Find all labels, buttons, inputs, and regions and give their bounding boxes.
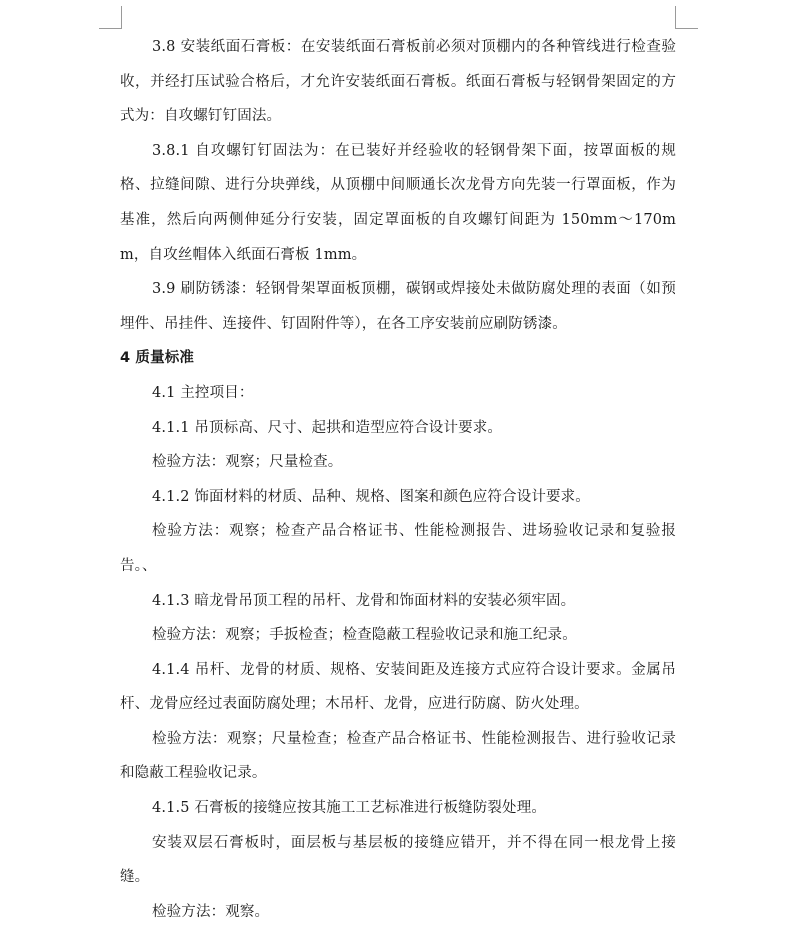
margin-corner-mark-right [675,6,698,29]
paragraph-4-1-2: 4.1.2 饰面材料的材质、品种、规格、图案和颜色应符合设计要求。 [152,488,590,505]
inspection-method-4-1-5: 检验方法：观察。 [152,903,270,920]
paragraph-3-8-1: 3.8.1 自攻螺钉钉固法为：在已装好并经验收的轻钢骨架下面，按罩面板的规格、拉缝间隙、进行分块弹线，从顶棚中间顺通长次龙骨方向先装一行罩面板，作为基准，然后向两侧伸延分行安装，固定罩面板的自攻螺钉间距为 150mm～170mm，自攻丝帽体入纸面石膏板 1mm。 [120,142,676,263]
document-body [120,30,676,929]
inspection-method-4-1-4: 检验方法：观察；尺量检查；检查产品合格证书、性能检测报告、进行验收记录和隐蔽工程验收记录。 [120,730,676,782]
section-heading-4: 4 质量标准 [120,350,195,367]
inspection-method-4-1-2: 检验方法：观察；检查产品合格证书、性能检测报告、进场验收记录和复验报告。、 [120,523,676,574]
inspection-method-4-1-3: 检验方法：观察；手扳检查；检查隐蔽工程验收记录和施工纪录。 [152,627,577,644]
inspection-method-4-1-1: 检验方法：观察；尺量检查。 [152,454,343,471]
paragraph-3-8: 3.8 安装纸面石膏板：在安装纸面石膏板前必须对顶棚内的各种管线进行检查验收，并经打压试验合格后，才允许安装纸面石膏板。纸面石膏板与轻钢骨架固定的方式为：自攻螺钉钉固法。 [120,39,676,125]
paragraph-4-1-4: 4.1.4 吊杆、龙骨的材质、规格、安装间距及连接方式应符合设计要求。金属吊杆、龙骨应经过表面防腐处理；木吊杆、龙骨，应进行防腐、防火处理。 [120,661,676,713]
paragraph-4-1-3: 4.1.3 暗龙骨吊顶工程的吊杆、龙骨和饰面材料的安装必须牢固。 [152,592,576,609]
paragraph-4-1-5-double-layer: 安装双层石膏板时，面层板与基层板的接缝应错开，并不得在同一根龙骨上接缝。 [120,834,676,886]
paragraph-4-1-1: 4.1.1 吊顶标高、尺寸、起拱和造型应符合设计要求。 [152,419,503,436]
paragraph-3-9: 3.9 刷防锈漆：轻钢骨架罩面板顶棚，碳钢或焊接处未做防腐处理的表面（如预埋件、吊挂件、连接件、钉固附件等），在各工序安装前应刷防锈漆。 [120,281,676,332]
paragraph-4-1-5: 4.1.5 石膏板的接缝应按其施工工艺标准进行板缝防裂处理。 [152,800,547,817]
paragraph-4-1: 4.1 主控项目： [152,384,254,401]
margin-corner-mark-left [99,6,122,29]
